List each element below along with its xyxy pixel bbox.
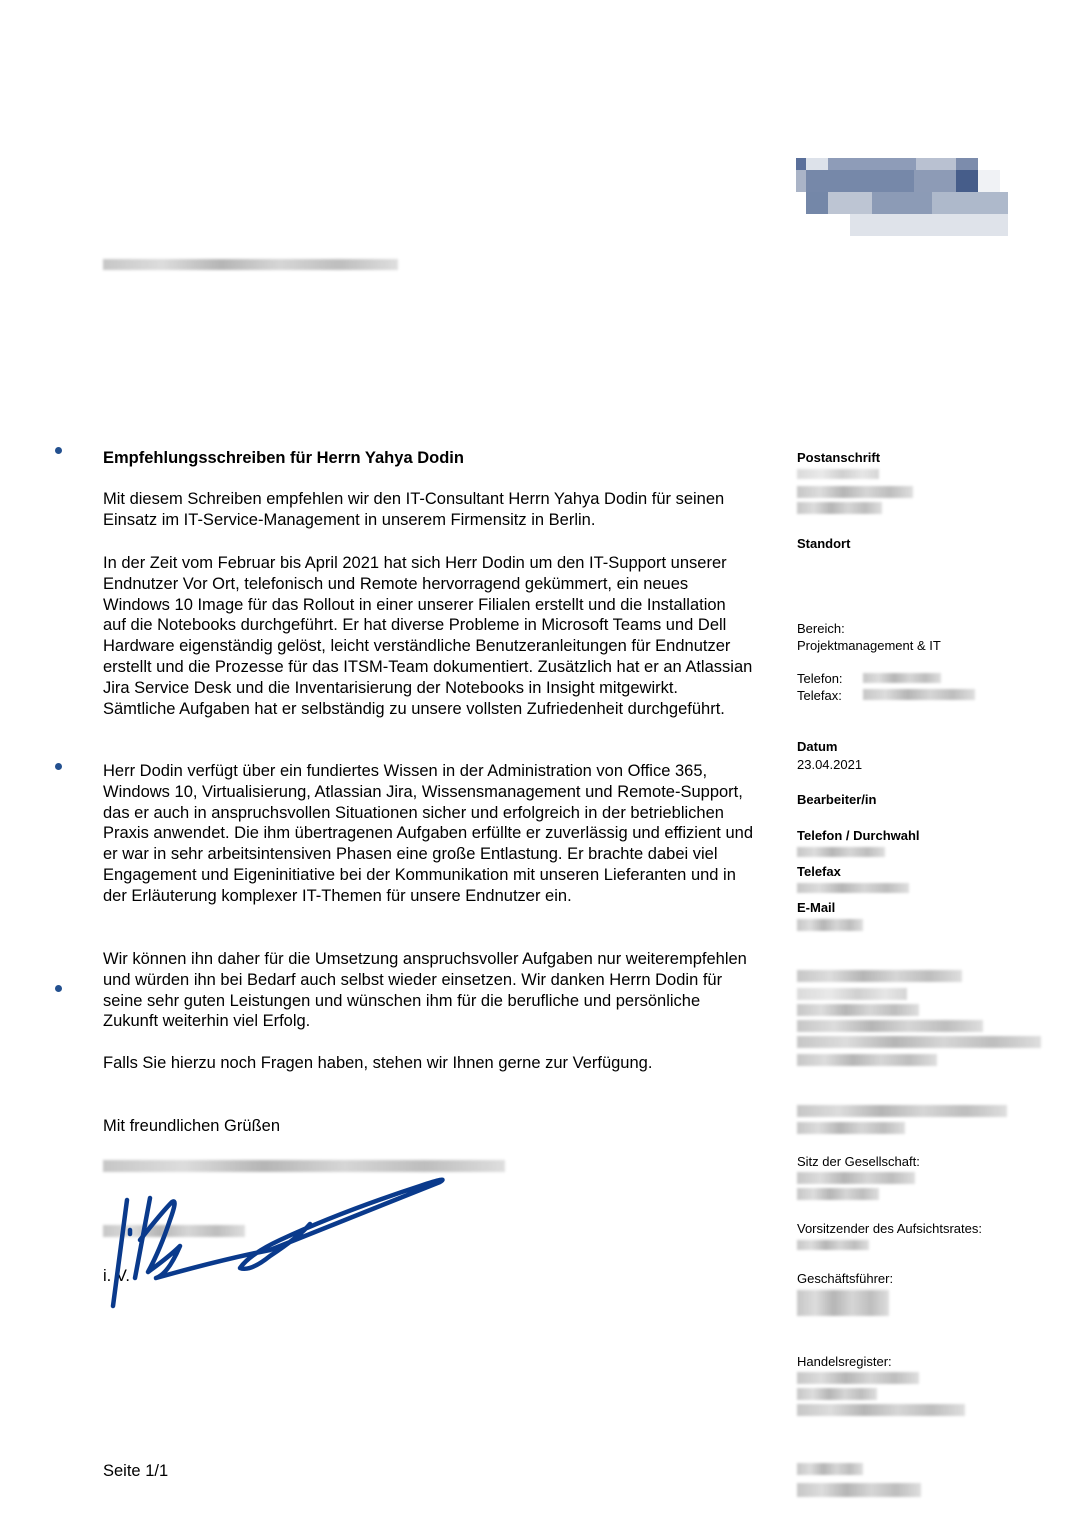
paragraph-intro: Mit diesem Schreiben empfehlen wir den IT-Consultant Herrn Yahya Dodin für seinen Einsatz im IT-Service-Management in unserem Firmensitz in Berlin. [103, 490, 725, 529]
postanschrift-label: Postanschrift [797, 450, 881, 465]
signature-icon [100, 1160, 480, 1320]
tax-id-line-1 [797, 1463, 863, 1475]
paragraph-skills: Herr Dodin verfügt über ein fundiertes Wissen in der Administration von Office 365, Windows 10, Virtualisierung, Atlassian Jira, Wissensmanagement und Remote-Support, das er auch in anspruchsvollen Situationen sicher und erfolgreich in der betrieblichen Praxis anwendet. Die ihm übertragenen Aufgaben erfüllte er zuverlässig und effizient und er war in sehr arbeitsintensiven Phasen eine große Entlastung. Er brachte dabei viel Engagement und Eigeninitiative bei der Kommunikation mit unseren Lieferanten und in der Erläuterung komplexer IT-Themen für unsere Endnutzer ein. [103, 762, 754, 905]
fold-mark-bottom [55, 985, 62, 992]
bank-line-1 [797, 970, 962, 982]
telefax2-value [797, 883, 909, 893]
datum-label: Datum [797, 739, 838, 754]
telefax-value [863, 689, 975, 700]
closing-greeting: Mit freundlichen Grüßen [103, 1117, 280, 1135]
postanschrift-line-3 [797, 502, 882, 514]
durchwahl-value [797, 847, 885, 857]
bearbeiter-label: Bearbeiter/in [797, 792, 877, 807]
telefax-label: Telefax: [797, 688, 842, 703]
handelsregister-line-1 [797, 1372, 919, 1384]
aufsichtsrat-value [797, 1240, 869, 1250]
letter-subject: Empfehlungsschreiben für Herrn Yahya Dodin [103, 449, 464, 467]
bank-line-6 [797, 1054, 937, 1066]
company-logo [796, 158, 1008, 238]
paragraph-recommendation: Wir können ihn daher für die Umsetzung anspruchsvoller Aufgaben nur weiterempfehlen und würden ihn bei Bedarf auch selbst wieder einsetzen. Wir danken Herrn Dodin für seine sehr guten Leistungen und wünschen ihm für die berufliche und persönliche Zukunft weiterhin viel Erfolg. [103, 950, 747, 1031]
fold-mark-middle [55, 763, 62, 770]
postanschrift-line-2 [797, 486, 913, 498]
company-legal-line-1 [797, 1105, 1007, 1117]
sitz-line-1 [797, 1172, 915, 1184]
geschaeftsfuehrer-label: Geschäftsführer: [797, 1271, 894, 1286]
bank-line-3 [797, 1004, 919, 1016]
email-value [797, 919, 863, 931]
handelsregister-line-3 [797, 1404, 965, 1416]
page-number: Seite 1/1 [103, 1462, 169, 1480]
paragraph-tasks: In der Zeit vom Februar bis April 2021 hat sich Herr Dodin um den IT-Support unserer Endnutzer Vor Ort, telefonisch und Remote hervorragend gekümmert, ein neues Windows 10 Image für das Rollout in einer unserer Filialen erstellt und die Installation auf die Notebooks durchgeführt. Er hat diverse Probleme in Microsoft Teams und Dell Hardware eigenständig gelöst, leicht verständliche Benutzeranleitungen für Endnutzer erstellt und die Prozesse für das ITSM-Team dokumentiert. Zusätzlich hat er an Atlassian Jira Service Desk und die Inventarisierung der Notebooks in Insight mitgewirkt. Sämtliche Aufgaben hat er selbständig zu unsere vollsten Zufriedenheit durchgeführt. [103, 554, 753, 718]
geschaeftsfuehrer-value [797, 1290, 889, 1316]
standort-label: Standort [797, 536, 851, 551]
postanschrift-line-1 [797, 469, 879, 479]
bereich-label: Bereich: [797, 621, 845, 636]
bereich-value: Projektmanagement & IT [797, 638, 941, 653]
email-label: E-Mail [797, 900, 836, 915]
datum-value: 23.04.2021 [797, 757, 863, 772]
aufsichtsrat-label: Vorsitzender des Aufsichtsrates: [797, 1221, 982, 1236]
bank-line-4 [797, 1020, 983, 1032]
sitz-label: Sitz der Gesellschaft: [797, 1154, 920, 1169]
fold-mark-top [55, 447, 62, 454]
handelsregister-label: Handelsregister: [797, 1354, 892, 1369]
company-legal-line-2 [797, 1122, 905, 1134]
durchwahl-label: Telefon / Durchwahl [797, 828, 920, 843]
tax-id-line-2 [797, 1483, 921, 1497]
paragraph-questions: Falls Sie hierzu noch Fragen haben, stehen wir Ihnen gerne zur Verfügung. [103, 1054, 653, 1072]
sitz-line-2 [797, 1188, 879, 1200]
telefon-value [863, 673, 941, 683]
telefax2-label: Telefax [797, 864, 841, 879]
handelsregister-line-2 [797, 1388, 877, 1400]
telefon-label: Telefon: [797, 671, 843, 686]
bank-line-5 [797, 1036, 1041, 1048]
bank-line-2 [797, 988, 907, 1000]
sender-address-line [103, 259, 398, 270]
proxy-prefix: i. V. [103, 1267, 130, 1285]
